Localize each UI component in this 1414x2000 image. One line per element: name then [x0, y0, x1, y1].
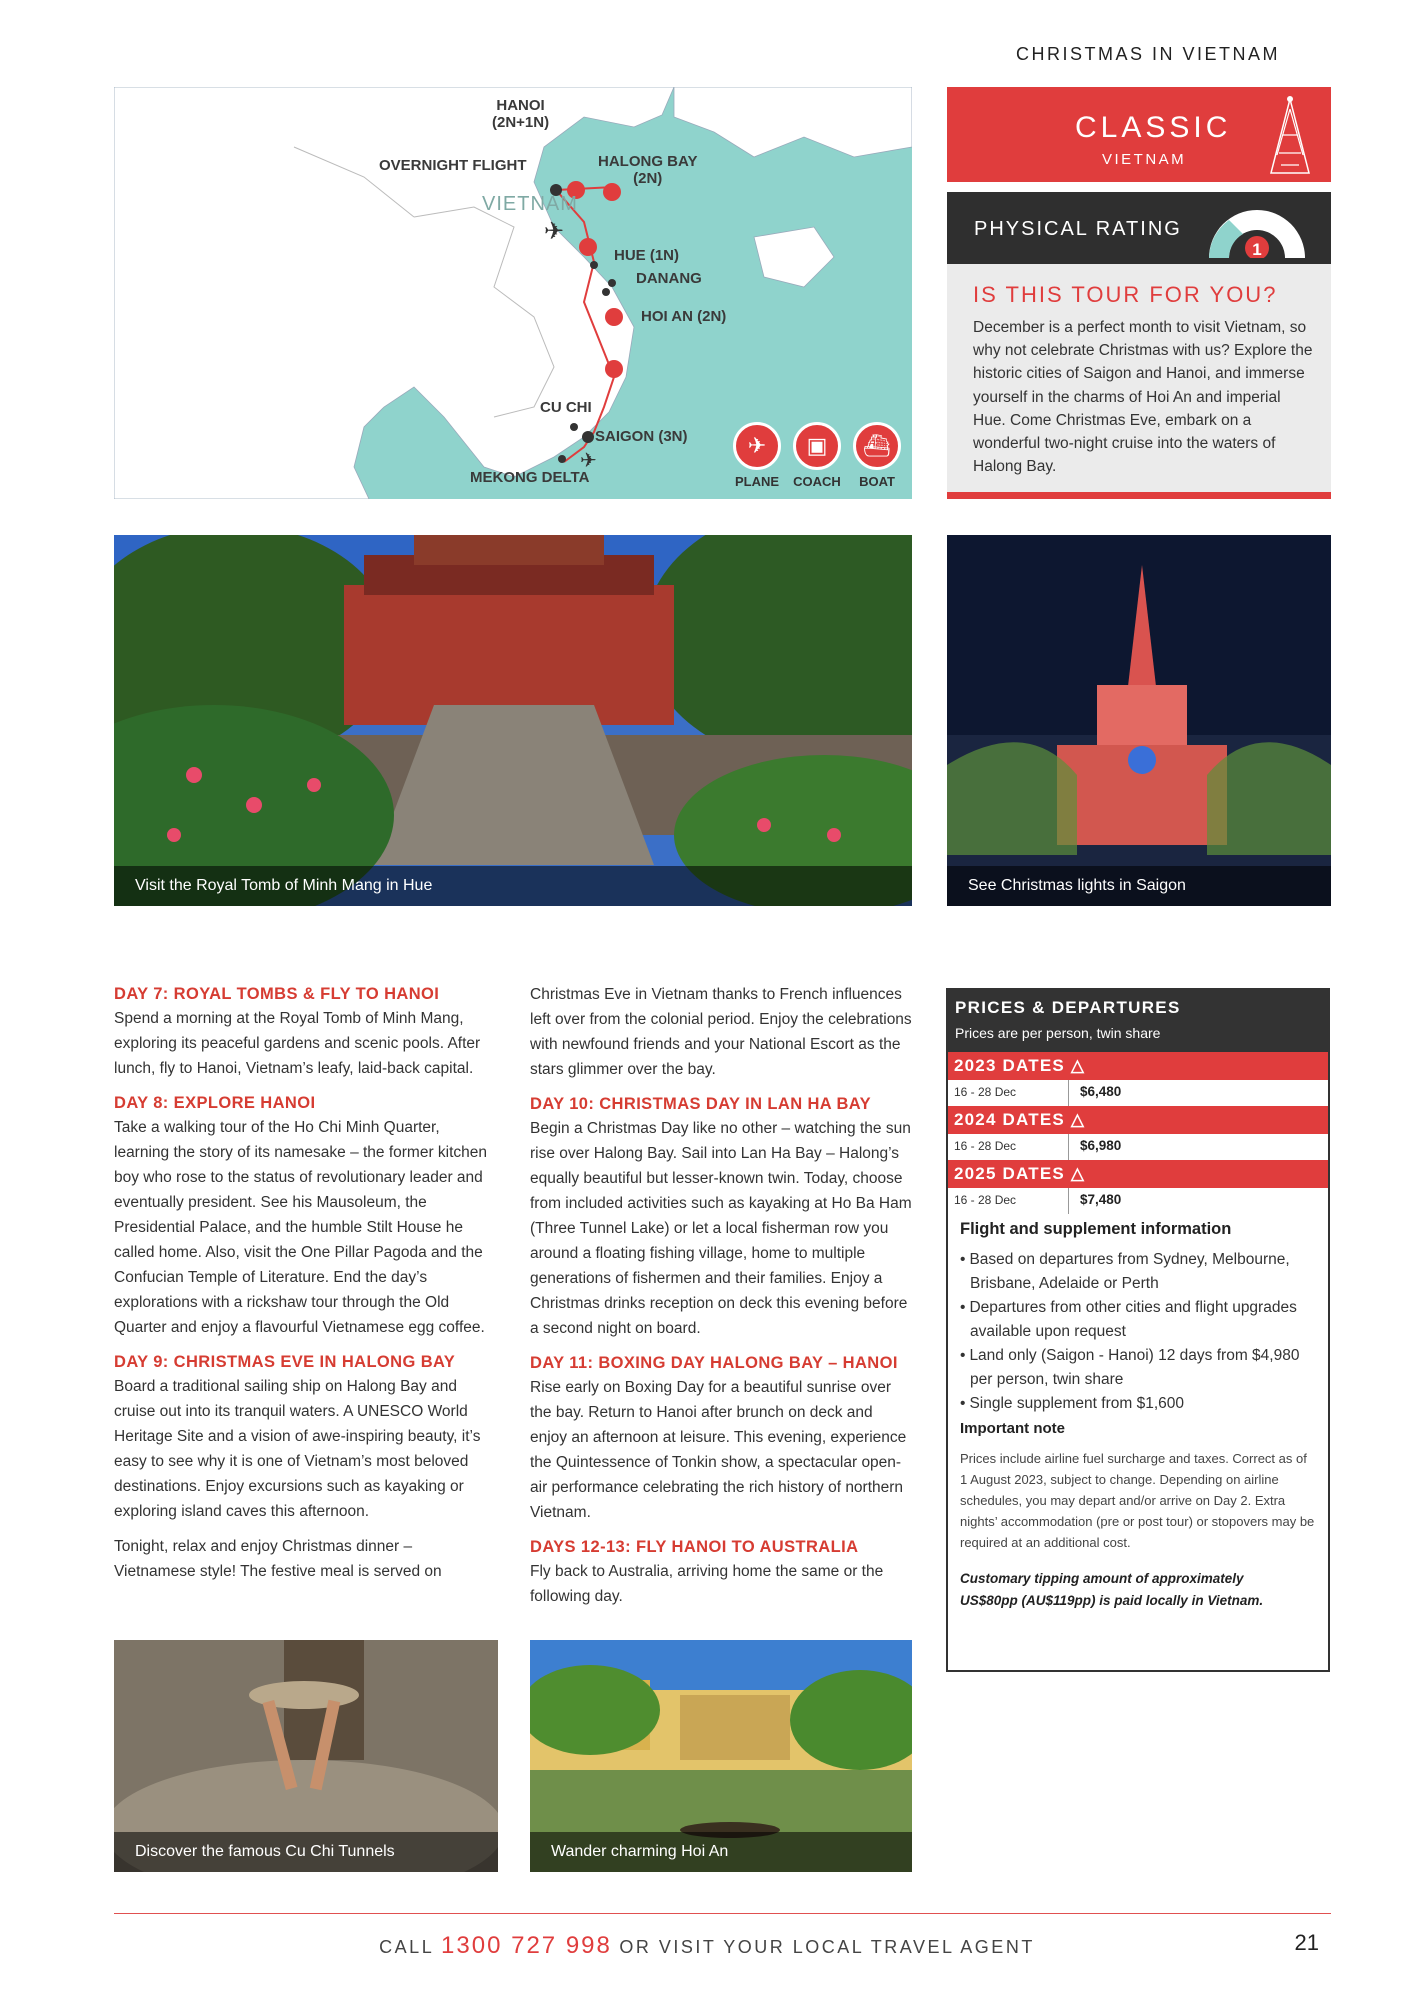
photo-caption-cu-chi: Discover the famous Cu Chi Tunnels	[114, 1832, 498, 1872]
legend-plane: ✈ PLANE	[729, 422, 785, 489]
tour-intro-text: December is a perfect month to visit Vietnam, so why not celebrate Christmas with us? Explore the historic cities of Saigon and Hanoi, and immerse yourself in the charms of Hoi An and imperial Hue. Come Christmas Eve, embark on a wonderful two-night cruise into the waters of Halong Bay.	[973, 319, 1313, 476]
footer-phone-number[interactable]: 1300 727 998	[441, 1932, 612, 1959]
day-7-text: Spend a morning at the Royal Tomb of Minh Mang, exploring its peaceful gardens and scenic pools. After lunch, fly to Hanoi, Vietnam’s leafy, laid-back capital.	[114, 1010, 481, 1077]
map-land-north	[674, 87, 912, 157]
map-label-halong-bay: HALONG BAY (2N)	[598, 153, 698, 187]
classic-vietnam-banner	[947, 87, 1331, 182]
day-12-text: Fly back to Australia, arriving home the same or the following day.	[530, 1563, 884, 1605]
tipping-note: Customary tipping amount of approximately US$80pp (AU$119pp) is paid locally in Vietnam.	[960, 1571, 1264, 1608]
map-label-saigon: SAIGON (3N)	[595, 428, 688, 445]
day-8-text: Take a walking tour of the Ho Chi Minh Quarter, learning the story of its namesake – the former kitchen boy who rose to the status of revolutionary leader and eventually president. See his Mausoleum, the Presidential Palace, and the humble Stilt House he called home. Also, visit the One Pillar Pagoda and the Confucian Temple of Literature. End the day’s explorations with a rickshaw tour through the Old Quarter and enjoy a flavourful Vietnamese egg coffee.	[114, 1119, 488, 1336]
map-label-danang: DANANG	[636, 270, 702, 287]
day-9-heading: DAY 9: CHRISTMAS EVE IN HALONG BAY	[114, 1353, 456, 1371]
prices-title: PRICES & DEPARTURES	[955, 998, 1181, 1017]
prices-header	[948, 990, 1328, 1052]
dates-2025-row: 16 - 28 Dec $7,480	[948, 1188, 1328, 1214]
map-label-country: VIETNAM	[482, 193, 578, 215]
list-item: • Single supplement from $1,600	[956, 1392, 1326, 1416]
day-12-heading: DAYS 12-13: FLY HANOI TO AUSTRALIA	[530, 1538, 859, 1556]
boat-icon: ⛴	[853, 422, 901, 470]
list-item: • Departures from other cities and flight upgrades available upon request	[956, 1296, 1326, 1344]
photo-caption-saigon: See Christmas lights in Saigon	[947, 866, 1331, 906]
map-land-hainan	[754, 227, 834, 287]
legend-coach: ▣ COACH	[789, 422, 845, 489]
important-note-title: Important note	[960, 1420, 1065, 1437]
list-item: • Based on departures from Sydney, Melbourne, Brisbane, Adelaide or Perth	[956, 1248, 1326, 1296]
map-label-hue: HUE (1N)	[614, 247, 680, 264]
legend-boat: ⛴ BOAT	[849, 422, 905, 489]
page-number: 21	[1294, 1930, 1319, 1955]
itinerary-column-1	[114, 982, 494, 1594]
photo-cu-chi-tunnels	[114, 1640, 498, 1872]
day-7-heading: DAY 7: ROYAL TOMBS & FLY TO HANOI	[114, 985, 440, 1003]
day-11-heading: DAY 11: BOXING DAY HALONG BAY – HANOI	[530, 1354, 898, 1372]
svg-text:✈: ✈	[580, 448, 597, 472]
photo-caption-hoi-an: Wander charming Hoi An	[530, 1832, 912, 1872]
map-label-hoi-an: HOI AN (2N)	[641, 308, 727, 325]
flight-info-list	[956, 1248, 1326, 1416]
prices-note: Prices are per person, twin share	[955, 1025, 1161, 1041]
itinerary-column-2	[530, 982, 912, 1619]
map-label-cu-chi: CU CHI	[540, 399, 592, 416]
photo-hoi-an	[530, 1640, 912, 1872]
dates-2025-header: 2025 DATES △	[948, 1160, 1328, 1188]
photo-caption-hue: Visit the Royal Tomb of Minh Mang in Hue	[114, 866, 912, 906]
map-label-hanoi: HANOI (2N+1N)	[492, 97, 550, 131]
coach-icon: ▣	[793, 422, 841, 470]
classic-title: CLASSIC	[1075, 111, 1232, 144]
footer-call-line: CALL 1300 727 998 OR VISIT YOUR LOCAL TRAVEL AGENT	[379, 1932, 1035, 1959]
physical-rating-label: PHYSICAL RATING	[974, 218, 1182, 240]
day-8-heading: DAY 8: EXPLORE HANOI	[114, 1094, 316, 1112]
dates-2024-row: 16 - 28 Dec $6,980	[948, 1134, 1328, 1160]
day-11-text: Rise early on Boxing Day for a beautiful sunrise over the bay. Return to Hanoi after brunch on deck and enjoy an afternoon at leisure. This evening, experience the Quintessence of Tonkin show, a spectacular open-air performance celebrating the rich history of northern Vietnam.	[530, 1379, 907, 1521]
svg-text:✈: ✈	[544, 217, 565, 245]
dates-2023-header: 2023 DATES △	[948, 1052, 1328, 1080]
footer-divider	[114, 1913, 1331, 1914]
tour-intro-box	[947, 264, 1331, 492]
map-label-overnight-flight: OVERNIGHT FLIGHT	[379, 157, 527, 174]
plane-icon: ✈	[733, 422, 781, 470]
day-9-continued: Christmas Eve in Vietnam thanks to French influences left over from the colonial period. Enjoy the celebrations with newfound friends and your National Escort as the stars glimmer over the bay.	[530, 986, 912, 1078]
rating-value: 1	[1252, 240, 1262, 258]
day-9-text: Board a traditional sailing ship on Halong Bay and cruise out into its tranquil waters. A UNESCO World Heritage Site and a vision of awe-inspiring beauty, it’s easy to see why it is one of Vietnam’s most beloved destinations. Enjoy excursions such as kayaking or exploring island caves this afternoon.	[114, 1378, 481, 1520]
rating-gauge-icon	[1205, 200, 1309, 258]
list-item: • Land only (Saigon - Hanoi) 12 days from $4,980 per person, twin share	[956, 1344, 1326, 1392]
dates-2023-row: 16 - 28 Dec $6,480	[948, 1080, 1328, 1106]
day-10-text: Begin a Christmas Day like no other – watching the sun rise over Halong Bay. Sail into Lan Ha Bay – Halong’s equally beautiful but lesser-known twin. Today, choose from included activities such as kayaking at Ho Ba Ham (Three Tunnel Lake) or let a local fisherman row you around a floating fishing village, home to multiple generations of fishermen and their families. Enjoy a Christmas drinks reception on deck this evening before a second night on board.	[530, 1120, 912, 1337]
christmas-tree-icon	[1265, 95, 1315, 177]
photo-royal-tomb-hue	[114, 535, 912, 906]
day-10-heading: DAY 10: CHRISTMAS DAY IN LAN HA BAY	[530, 1095, 872, 1113]
prices-departures-box	[946, 988, 1330, 1672]
photo-saigon-lights	[947, 535, 1331, 906]
christmas-tree-icon: △	[1070, 1110, 1086, 1129]
day-9-text-2: Tonight, relax and enjoy Christmas dinner – Vietnamese style! The festive meal is served on	[114, 1538, 442, 1580]
dates-2024-header: 2024 DATES △	[948, 1106, 1328, 1134]
route-map	[114, 87, 912, 499]
christmas-tree-icon: △	[1070, 1164, 1086, 1183]
physical-rating-bar	[947, 192, 1331, 264]
tour-intro-accent	[947, 492, 1331, 499]
page-header-title: CHRISTMAS IN VIETNAM	[1016, 44, 1281, 64]
flight-info-title: Flight and supplement information	[960, 1220, 1232, 1238]
christmas-tree-icon: △	[1070, 1056, 1086, 1075]
tour-intro-title: IS THIS TOUR FOR YOU?	[973, 282, 1278, 307]
important-note-text: Prices include airline fuel surcharge and taxes. Correct as of 1 August 2023, subject to change. Depending on airline schedules, you may depart and/or arrive on Day 2. Extra nights’ accommodation (pre or post tour) or stopovers may be required at an additional cost.	[960, 1451, 1315, 1550]
classic-subtitle: VIETNAM	[1102, 151, 1187, 168]
map-label-mekong-delta: MEKONG DELTA	[470, 469, 590, 486]
